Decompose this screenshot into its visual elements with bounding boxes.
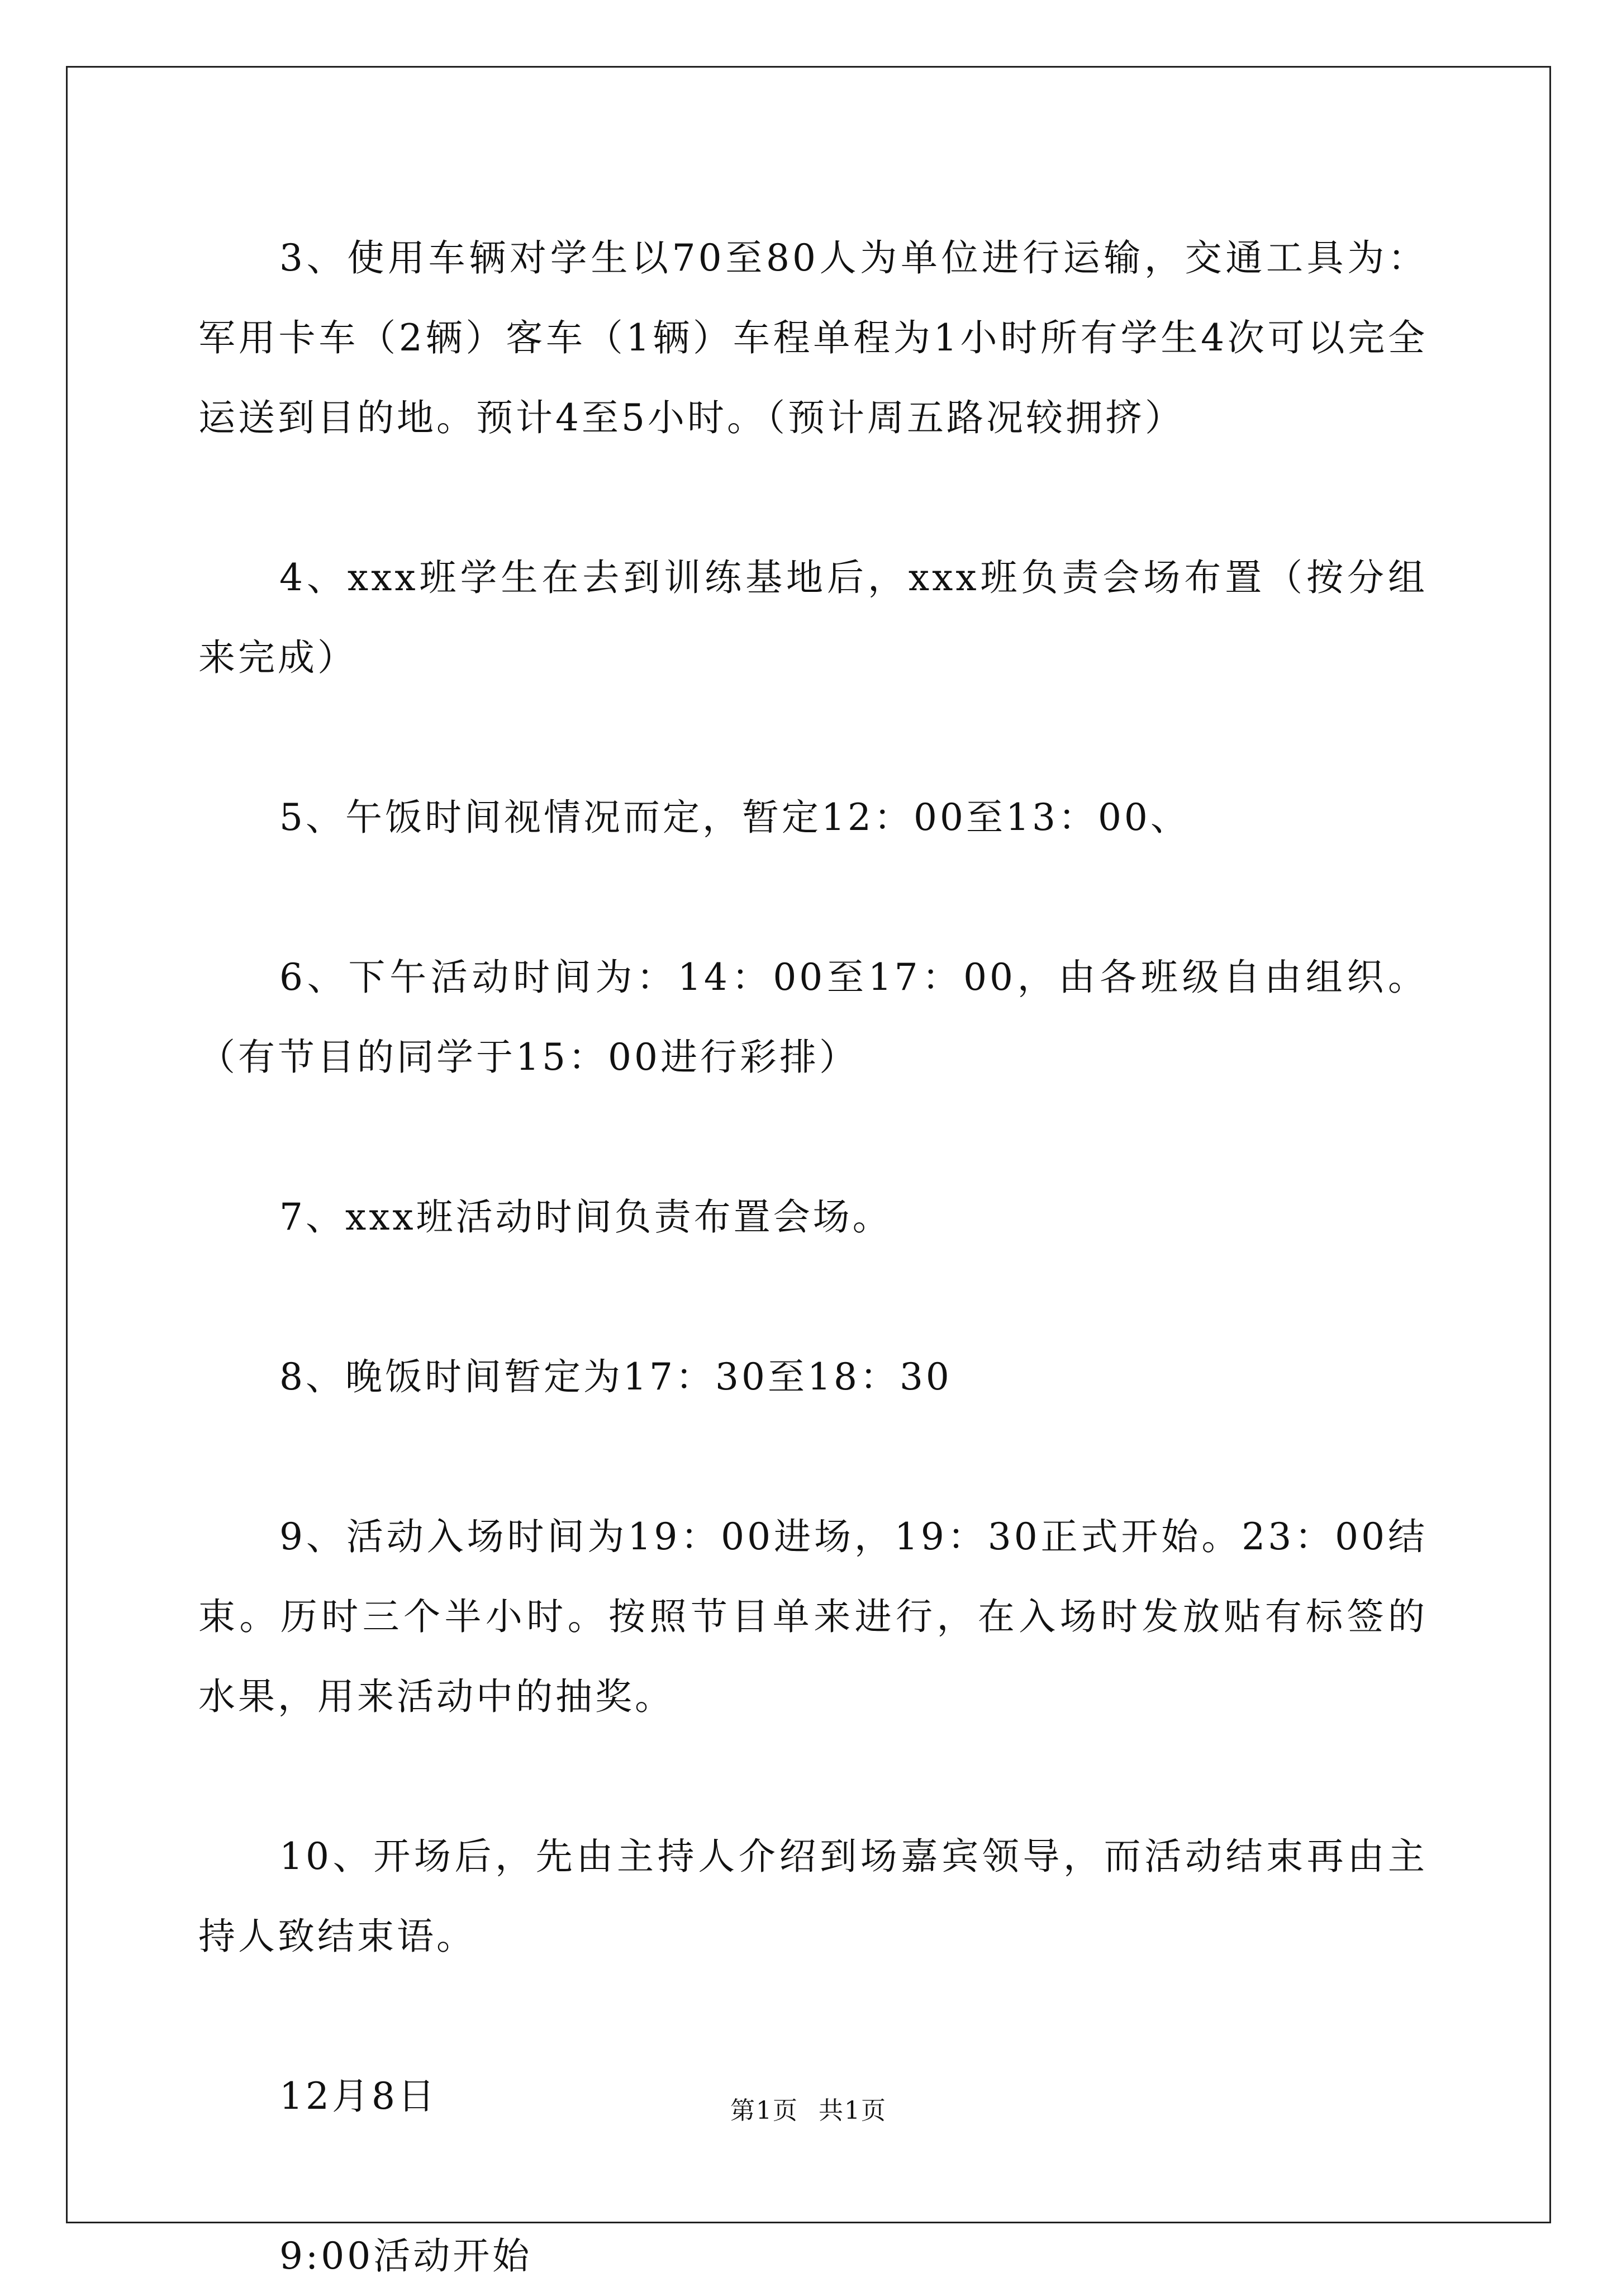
document-body: [198, 218, 1428, 2296]
date-heading: 12月8日: [279, 2075, 437, 2118]
paragraph-item-3: 3、使用车辆对学生以70至80人为单位进行运输，交通工具为：军用卡车（2辆）客车（1辆）车程单程为1小时所有学生4次可以完全运送到目的地。预计4至5小时。（预计周五路况较拥挤）: [198, 236, 1428, 439]
schedule-item-start: 9:00活动开始: [279, 2235, 532, 2278]
paragraph-item-10: 10、开场后，先由主持人介绍到场嘉宾领导，而活动结束再由主持人致结束语。: [198, 1835, 1428, 1958]
page-number: 第1页: [730, 2096, 798, 2125]
paragraph-item-5: 5、午饭时间视情况而定，暂定12：00至13：00、: [279, 796, 1190, 839]
page-footer: [0, 2090, 1617, 2126]
paragraph-item-6: 6、下午活动时间为：14：00至17：00，由各班级自由组织。（有节目的同学于15：00进行彩排）: [198, 956, 1428, 1079]
paragraph-item-9: 9、活动入场时间为19：00进场，19：30正式开始。23：00结束。历时三个半小时。按照节目单来进行，在入场时发放贴有标签的水果，用来活动中的抽奖。: [198, 1515, 1428, 1718]
paragraph-item-8: 8、晚饭时间暂定为17：30至18：30: [279, 1355, 952, 1398]
paragraph-item-7: 7、xxx班活动时间负责布置会场。: [279, 1196, 892, 1239]
paragraph-item-4: 4、xxx班学生在去到训练基地后，xxx班负责会场布置（按分组来完成）: [198, 556, 1428, 679]
page-total: 共1页: [819, 2096, 887, 2125]
